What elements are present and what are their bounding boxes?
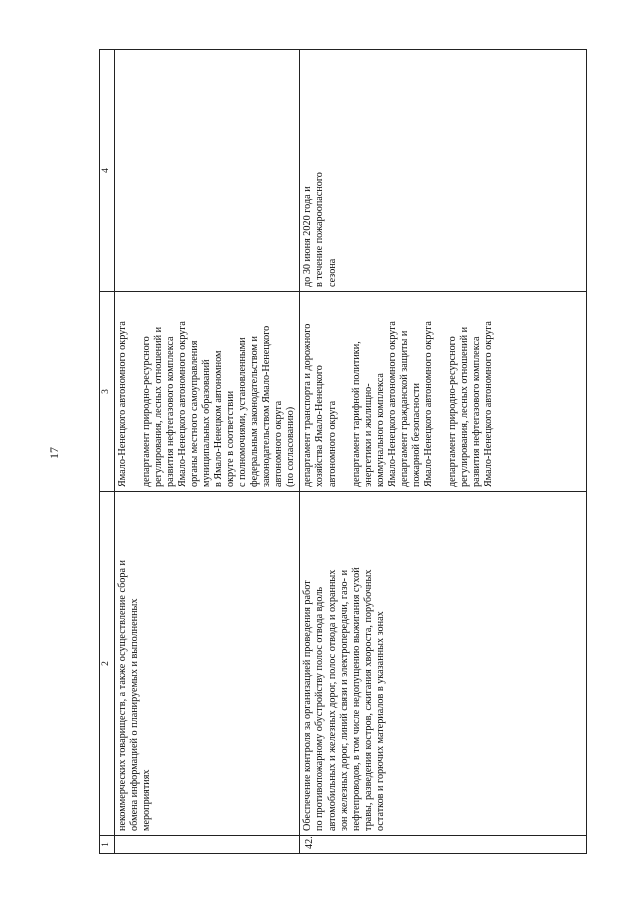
responsible-line: муниципальных образований (201, 359, 213, 487)
description-line: автомобильных и железных дорог, полос отвода и охранных (326, 569, 338, 831)
deadline-line: сезона (326, 258, 338, 287)
deadline-cell (115, 50, 300, 292)
responsible-line: округе в соответствии (225, 390, 237, 487)
responsible-line: (по согласованию) (285, 406, 297, 487)
responsible-cell (115, 292, 300, 492)
deadline-cell (300, 50, 587, 292)
description-cell (115, 492, 300, 836)
responsible-line: департамент транспорта и дорожного (302, 323, 314, 487)
responsible-line: департамент природно-ресурсного (141, 336, 153, 487)
header-cell: 1 (100, 836, 115, 854)
responsible-line: федеральным законодательством и (249, 336, 261, 487)
description-line: травы, разведения костров, сжигания хвороста, порубочных (362, 569, 374, 831)
rotated-page (99, 50, 587, 854)
table-row (300, 50, 587, 854)
header-cell: 4 (100, 50, 115, 292)
responsible-cell (300, 292, 587, 492)
description-line: мероприятиях (141, 769, 153, 831)
responsible-line: Ямало-Ненецкого автономного округа (177, 321, 189, 487)
responsible-line: департамент тарифной политики, (350, 341, 362, 487)
responsible-line: Ямало-Ненецкого автономного округа (482, 321, 494, 487)
responsible-line: регулирования, лесных отношений и (458, 326, 470, 487)
responsible-line: пожарной безопасности (410, 383, 422, 487)
responsible-line: департамент природно-ресурсного (446, 336, 458, 487)
row-number (115, 836, 300, 854)
responsible-line: в Ямало-Ненецком автономном (213, 350, 225, 487)
description-line: некоммерческих товариществ, а также осуществление сбора и (117, 560, 128, 831)
responsible-line: регулирования, лесных отношений и (153, 326, 165, 487)
responsible-line: Ямало-Ненецкого автономного округа (422, 321, 434, 487)
responsible-line: автономного округа (273, 400, 285, 487)
description-line: нефтепроводов, в том числе недопущению выжигания сухой (350, 567, 362, 831)
description-line: зон железных дорог, линий связи и электропередачи, газо- и (338, 569, 350, 831)
description-line: остатков и горючих материалов в указанных зонах (374, 611, 386, 831)
page-number: 17 (47, 447, 61, 459)
header-cell: 2 (100, 492, 115, 836)
deadline-line: в течение пожароопасного (314, 172, 326, 287)
responsible-line: органы местного самоуправления (189, 340, 201, 487)
responsible-line: автономного округа (326, 400, 338, 487)
activities-table (99, 49, 587, 854)
row-number: 42. (300, 836, 587, 854)
responsible-line: развития нефтегазового комплекса (470, 336, 482, 487)
responsible-line: Ямало-Ненецкого автономного округа (386, 321, 398, 487)
description-line: по противопожарному обустройству полос отвода вдоль (314, 586, 326, 831)
header-row (100, 50, 115, 854)
responsible-line: законодательством Ямало-Ненецкого (261, 325, 273, 487)
responsible-line: с полномочиями, установленными (237, 337, 249, 487)
responsible-line: энергетики и жилищно- (362, 383, 374, 487)
table-container (99, 50, 587, 854)
responsible-line: департамент гражданской защиты и (398, 330, 410, 487)
table-row (115, 50, 300, 854)
deadline-line: до 30 июня 2020 года и (302, 186, 314, 287)
description-cell (300, 492, 587, 836)
description-line: Обеспечение контроля за организацией проведения работ (302, 580, 314, 831)
responsible-line: Ямало-Ненецкого автономного округа (117, 321, 128, 487)
description-line: обмена информацией о планируемых и выполненных (129, 598, 141, 831)
responsible-line: развития нефтегазового комплекса (165, 336, 177, 487)
responsible-line: хозяйства Ямало-Ненецкого (314, 365, 326, 487)
responsible-line: коммунального комплекса (374, 373, 386, 487)
header-cell: 3 (100, 292, 115, 492)
